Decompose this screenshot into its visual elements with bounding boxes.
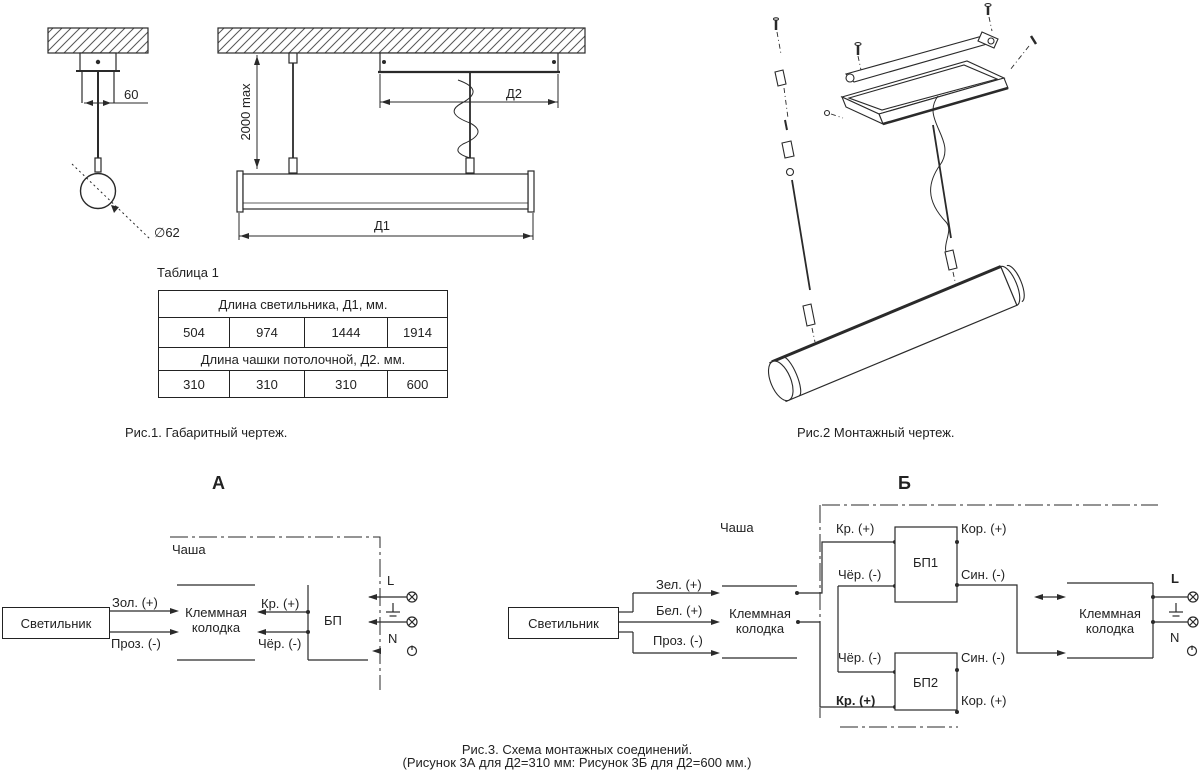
diagram-a-wires [108, 537, 417, 690]
dim-60-label: 60 [124, 87, 139, 102]
table-cell: 600 [387, 371, 447, 397]
terminal-block-b-right: Клеммная колодка [1079, 606, 1141, 636]
psu-label-a: БП [324, 613, 342, 628]
fig2-assembly-drawing [763, 4, 1036, 405]
psu2-label: БП2 [913, 675, 939, 690]
dimensions-table [158, 290, 448, 398]
table-cell: 310 [229, 371, 304, 397]
wire-blue1-label: Син. (-) [961, 567, 1006, 582]
wire-gold-label: Зол. (+) [112, 595, 158, 610]
table-cell: 504 [183, 325, 205, 340]
wire-black-label-a: Чёр. (-) [258, 636, 302, 651]
fig3-caption-line1: Рис.3. Схема монтажных соединений. [461, 742, 693, 757]
wire-white-label: Бел. (+) [656, 603, 703, 618]
table-cell: 1914 [387, 318, 447, 347]
table-row-d2 [159, 371, 447, 397]
psu1-label: БП1 [913, 555, 939, 570]
wire-brown1-label: Кор. (+) [961, 521, 1007, 536]
dim-d2-label: Д2 [506, 86, 523, 101]
wire-clear-label-b: Проз. (-) [653, 633, 703, 648]
wire-red-label-a: Кр. (+) [261, 596, 300, 611]
fig1-caption: Рис.1. Габаритный чертеж. [125, 425, 288, 440]
cup-label-a: Чаша [172, 542, 206, 557]
wire-red2-label: Кр. (+) [836, 693, 876, 708]
wire-brown2-label: Кор. (+) [961, 693, 1007, 708]
table-title: Таблица 1 [157, 265, 219, 280]
neutral-terminal-a: N [388, 631, 398, 646]
diagram-a-title: А [212, 473, 225, 493]
fixture-box-b: Светильник [508, 607, 619, 639]
neutral-terminal-b: N [1170, 630, 1180, 645]
table-header-d2: Длина чашки потолочной, Д2. мм. [159, 348, 447, 371]
table-row-d1 [159, 318, 447, 348]
fixture-box-a: Светильник [2, 607, 110, 639]
wire-clear-label-a: Проз. (-) [111, 636, 161, 651]
fig3-caption-line2: (Рисунок 3А для Д2=310 мм: Рисунок 3Б для Д2=600 мм.) [402, 755, 752, 770]
line-terminal-b: L [1171, 571, 1179, 586]
table-cell: 1444 [304, 318, 387, 347]
table-cell: 310 [183, 376, 205, 392]
wire-red1-label: Кр. (+) [836, 521, 875, 536]
table-cell: 974 [229, 318, 304, 347]
line-terminal-a: L [387, 573, 395, 588]
fig1-front-view [218, 28, 585, 240]
table-header-d1: Длина светильника, Д1, мм. [159, 291, 447, 318]
fig2-caption: Рис.2 Монтажный чертеж. [797, 425, 955, 440]
dim-d1-label: Д1 [374, 218, 391, 233]
cup-label-b: Чаша [720, 520, 754, 535]
table-cell: 310 [304, 371, 387, 397]
wire-black2-label: Чёр. (-) [838, 650, 882, 665]
wire-green-label: Зел. (+) [656, 577, 702, 592]
dim-2000max-label: 2000 max [238, 83, 253, 141]
diagram-b-title: Б [898, 473, 911, 493]
dim-diameter-label: ∅62 [154, 225, 180, 240]
terminal-block-b-left: Клеммная колодка [729, 606, 791, 636]
fig1-left-view [48, 28, 150, 239]
wire-blue2-label: Син. (-) [961, 650, 1006, 665]
wire-black1-label: Чёр. (-) [838, 567, 882, 582]
terminal-block-a: Клеммная колодка [185, 605, 247, 635]
